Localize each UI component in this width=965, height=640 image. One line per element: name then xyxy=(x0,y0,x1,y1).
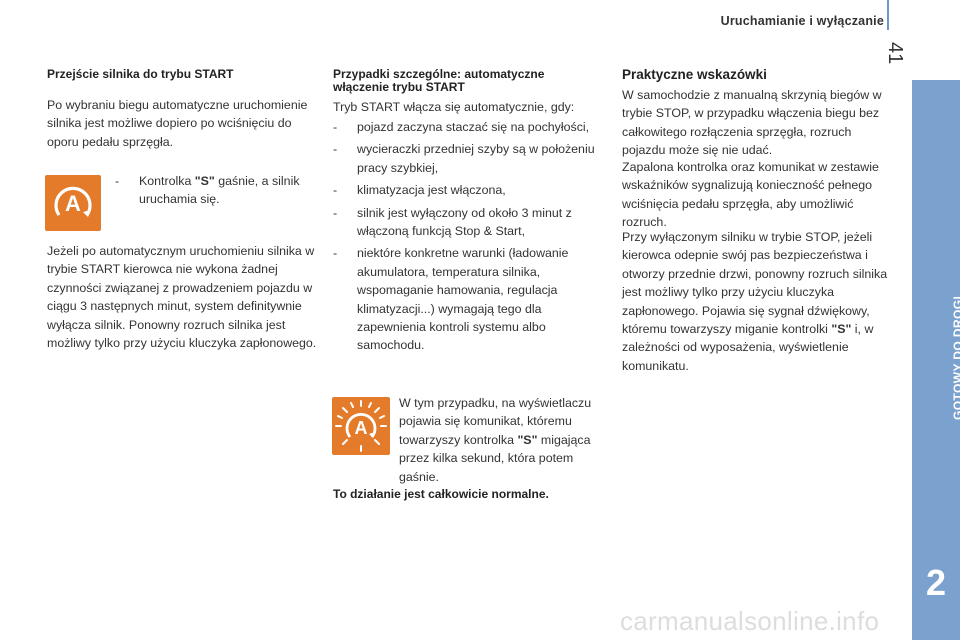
watermark: carmanualsonline.info xyxy=(620,606,880,636)
p3-text-pre: Przy wyłączonym silniku w trybie STOP, jeżeli kierowca odepnie swój pas bezpieczeństwa i otworzy przednie drzwi, ponowny rozruch silnika jest możliwy tylko przy użyciu kluczyka zapłonowego. Pojawia się sygnał dźwiękowy, któremu towarzyszy miganie kontrolki xyxy=(622,230,888,337)
list-item: - wycieraczki przedniej szyby są w położeniu pracy szybkiej, xyxy=(333,142,595,175)
auto-start-a-icon xyxy=(45,175,101,231)
col2-heading-line2: włączenie trybu START xyxy=(333,80,465,94)
col2-heading-line1: Przypadki szczególne: automatyczne xyxy=(333,67,545,81)
indicator-s-label: "S" xyxy=(831,322,852,337)
col1-heading: Przejście silnika do trybu START xyxy=(47,67,234,81)
bullet-text-post: gaśnie, a silnik uruchamia się. xyxy=(139,174,300,207)
list-item: - niektóre konkretne warunki (ładowanie akumulatora, temperatura silnika, wspomaganie hamowania, regulacja klimatyzacji...) wymagają tego dla zapewnienia kontroli systemu albo samochodu. xyxy=(333,246,569,353)
col3-paragraph-1: W samochodzie z manualną skrzynią biegów w trybie STOP, w przypadku włączenia biegu bez całkowitego rozłączenia sprzęgła, rozruch pojazdu może się nie udać. xyxy=(622,88,882,158)
col2-bullet-list xyxy=(333,118,605,359)
list-item: - klimatyzacja jest włączona, xyxy=(333,183,506,198)
svg-text:A: A xyxy=(354,418,368,438)
list-item: - silnik jest wyłączony od około 3 minut z włączoną funkcją Stop & Start, xyxy=(333,205,572,239)
header-rule xyxy=(887,0,889,30)
page-number: 41 xyxy=(884,42,906,65)
indicator-s-label: "S" xyxy=(194,174,215,188)
auto-start-flashing-icon xyxy=(332,397,390,455)
note-text-pre: W tym przypadku, na wyświetlaczu pojawia się komunikat, któremu towarzyszy kontrolka xyxy=(399,396,592,447)
col1-intro: Po wybraniu biegu automatyczne uruchomienie silnika jest możliwe dopiero po wciśnięciu do oporu pedału sprzęgła. xyxy=(47,98,308,149)
svg-text:A: A xyxy=(65,191,81,216)
col2-heading xyxy=(333,68,613,94)
p3-text-post: i, w zależności od wyposażenia, wyświetlenie komunikatu. xyxy=(622,322,874,373)
col2-intro: Tryb START włącza się automatycznie, gdy: xyxy=(333,100,575,114)
col2-conclusion: To działanie jest całkowicie normalne. xyxy=(333,487,549,501)
col3-paragraph-2: Zapalona kontrolka oraz komunikat w zestawie wskaźników sygnalizują konieczność pełnego wciśnięcia pedału sprzęgła, aby umożliwić rozruch. xyxy=(622,160,879,230)
col1-bullet xyxy=(115,172,320,209)
page-header-title: Uruchamianie i wyłączanie xyxy=(720,14,884,28)
col3-paragraph-3 xyxy=(622,228,894,375)
col2-note xyxy=(399,394,609,486)
bullet-text-pre: Kontrolka xyxy=(139,174,195,188)
col3-heading: Praktyczne wskazówki xyxy=(622,67,767,82)
note-text-post: migająca przez kilka sekund, która potem gaśnie. xyxy=(399,432,591,484)
bullet-dash: - xyxy=(115,174,120,188)
col1-paragraph: Jeżeli po automatycznym uruchomieniu silnika w trybie START kierowca nie wykona żadnej czynności związanej z prowadzeniem pojazdu w ciągu 3 następnych minut, system definitywnie wyłącza silnik. Ponowny rozruch silnika jest możliwy tylko przy użyciu kluczyka zapłonowego. xyxy=(47,244,317,351)
chapter-label: GOTOWY DO DROGI xyxy=(951,295,965,420)
chapter-number: 2 xyxy=(925,562,947,603)
indicator-s-label: "S" xyxy=(517,432,538,447)
list-item: - pojazd zaczyna staczać się na pochyłości, xyxy=(333,120,590,134)
